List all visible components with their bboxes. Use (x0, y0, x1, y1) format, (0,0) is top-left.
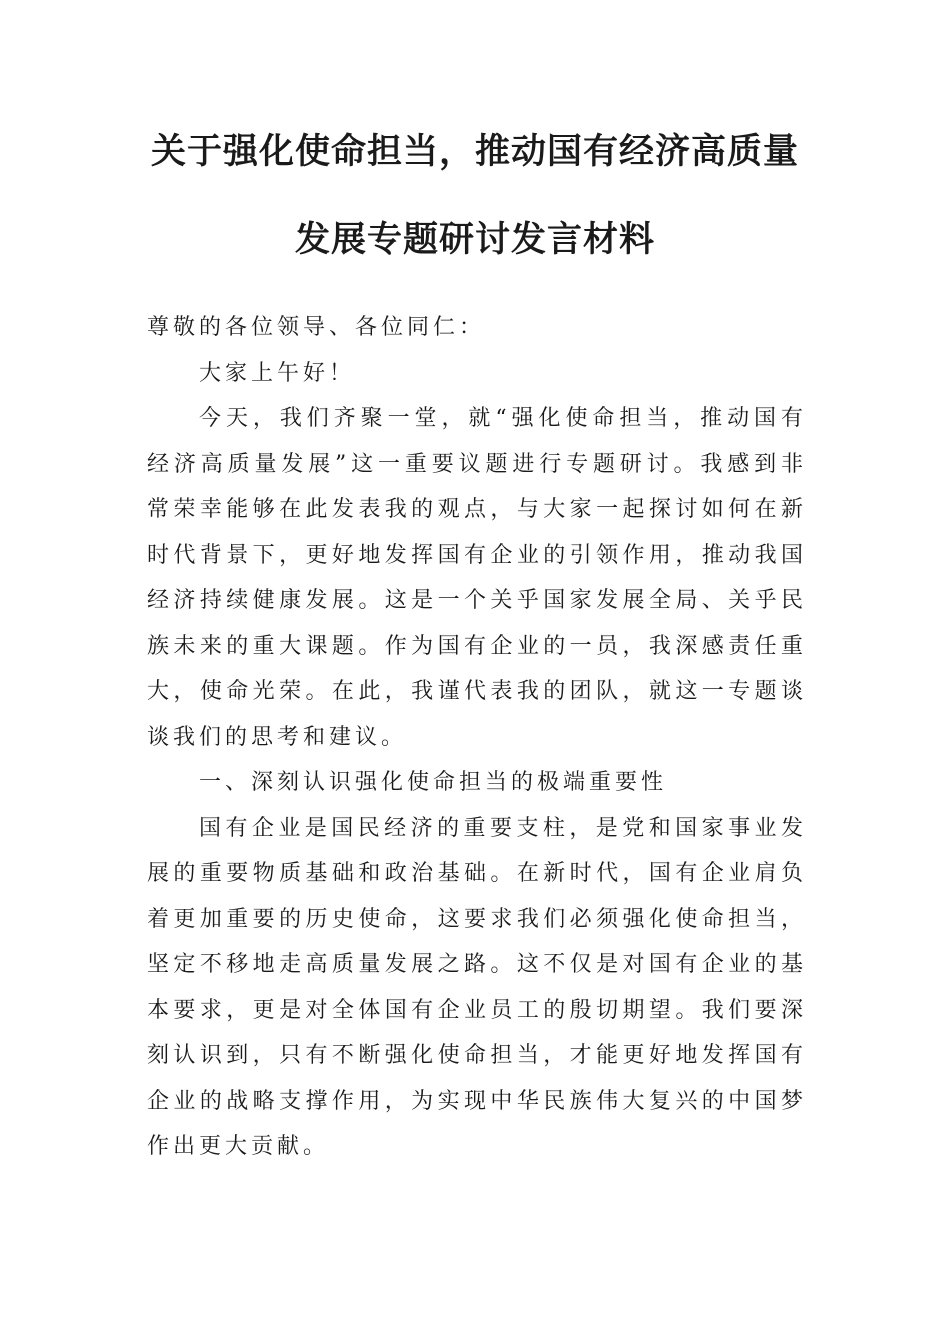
body-paragraph: 国有企业是国民经济的重要支柱，是党和国家事业发展的重要物质基础和政治基础。在新时代，国有企业肩负着更加重要的历史使命，这要求我们必须强化使命担当，坚定不移地走高质量发展之路。这不仅是对国有企业的基本要求，更是对全体国有企业员工的殷切期望。我们要深刻认识到，只有不断强化使命担当，才能更好地发挥国有企业的战略支撑作用，为实现中华民族伟大复兴的中国梦作出更大贡献。 (147, 815, 807, 1159)
document-title-line-1: 关于强化使命担当，推动国有经济高质量 (150, 132, 799, 172)
salutation: 尊敬的各位领导、各位同仁： (147, 315, 486, 340)
body-paragraph: 今天，我们齐聚一堂，就“强化使命担当，推动国有经济高质量发展”这一重要议题进行专题研讨。我感到非常荣幸能够在此发表我的观点，与大家一起探讨如何在新时代背景下，更好地发挥国有企业的引领作用，推动我国经济持续健康发展。这是一个关乎国家发展全局、关乎民族未来的重大课题。作为国有企业的一员，我深感责任重大，使命光荣。在此，我谨代表我的团队，就这一专题谈谈我们的思考和建议。 (147, 406, 807, 750)
document-body (147, 305, 807, 1170)
greeting: 大家上午好！ (199, 360, 356, 386)
section-heading: 一、深刻认识强化使命担当的极端重要性 (199, 770, 668, 795)
document-title-line-2: 发展专题研讨发言材料 (294, 220, 655, 260)
